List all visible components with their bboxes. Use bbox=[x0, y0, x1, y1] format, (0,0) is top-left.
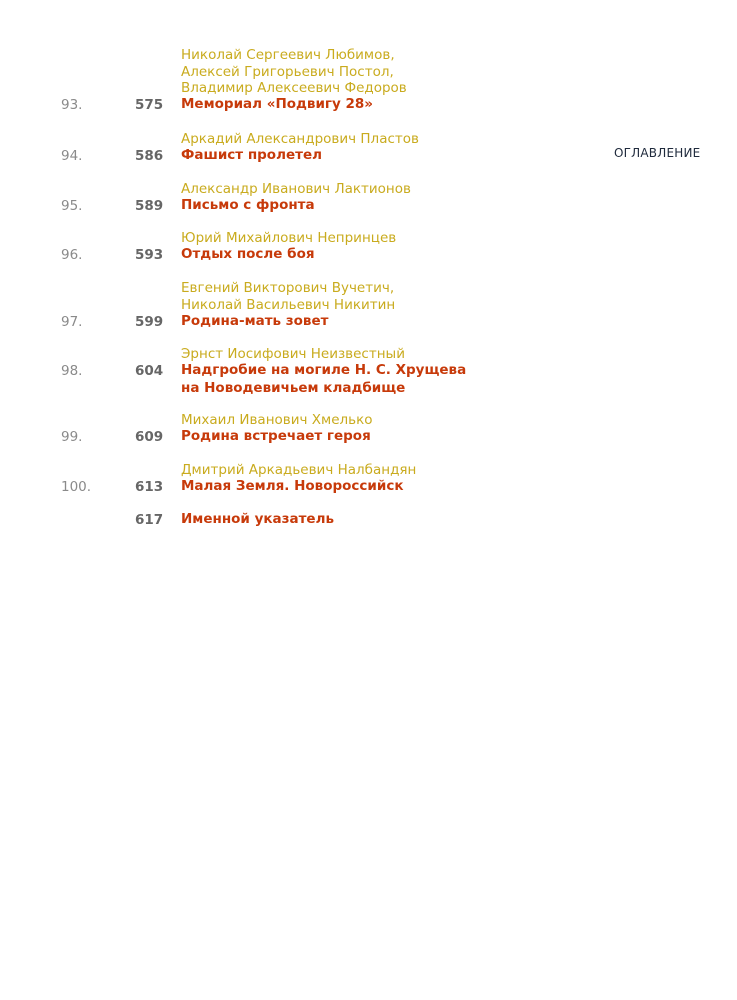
title-line: Письмо с фронта bbox=[181, 197, 315, 213]
author-line: Николай Сергеевич Любимов, bbox=[181, 47, 395, 63]
entry-page: 599 bbox=[135, 314, 164, 330]
author-line: Владимир Алексеевич Федоров bbox=[181, 80, 407, 96]
entry-authors bbox=[181, 47, 407, 97]
author-line: Дмитрий Аркадьевич Налбандян bbox=[181, 462, 417, 478]
entry-authors bbox=[181, 346, 405, 363]
entry-title[interactable] bbox=[181, 362, 466, 397]
title-line: Родина-мать зовет bbox=[181, 313, 329, 329]
entry-number: 95. bbox=[61, 198, 83, 214]
entry-number: 98. bbox=[61, 363, 83, 379]
entry-authors bbox=[181, 280, 395, 313]
title-line: Родина встречает героя bbox=[181, 428, 371, 444]
author-line: Аркадий Александрович Пластов bbox=[181, 131, 419, 147]
entry-title[interactable] bbox=[181, 511, 334, 529]
entry-page: 593 bbox=[135, 247, 164, 263]
entry-title[interactable] bbox=[181, 246, 315, 264]
author-line: Александр Иванович Лактионов bbox=[181, 181, 411, 197]
entry-title[interactable] bbox=[181, 197, 315, 215]
title-line: Фашист пролетел bbox=[181, 147, 322, 163]
title-line: Надгробие на могиле Н. С. Хрущева bbox=[181, 362, 467, 378]
entry-page: 609 bbox=[135, 429, 164, 445]
entry-page: 589 bbox=[135, 198, 164, 214]
entry-page: 586 bbox=[135, 148, 164, 164]
entry-authors bbox=[181, 131, 419, 148]
author-line: Михаил Иванович Хмелько bbox=[181, 412, 373, 428]
author-line: Эрнст Иосифович Неизвестный bbox=[181, 346, 405, 362]
author-line: Алексей Григорьевич Постол, bbox=[181, 63, 394, 80]
entry-title[interactable] bbox=[181, 478, 404, 496]
author-line: Евгений Викторович Вучетич, bbox=[181, 280, 395, 296]
title-line: Именной указатель bbox=[181, 511, 335, 527]
entry-authors bbox=[181, 412, 373, 429]
entry-authors bbox=[181, 181, 411, 198]
author-line: Юрий Михайлович Непринцев bbox=[181, 230, 397, 246]
entry-number: 99. bbox=[61, 429, 83, 445]
entry-number: 94. bbox=[61, 148, 83, 164]
title-line: на Новодевичьем кладбище bbox=[181, 379, 406, 396]
entry-authors bbox=[181, 462, 416, 479]
entry-number: 100. bbox=[61, 479, 92, 495]
entry-title[interactable] bbox=[181, 428, 371, 446]
entry-page: 604 bbox=[135, 363, 164, 379]
entry-title[interactable] bbox=[181, 313, 328, 331]
entry-page: 617 bbox=[135, 512, 164, 528]
title-line: Отдых после боя bbox=[181, 246, 315, 262]
entry-title[interactable] bbox=[181, 147, 322, 165]
entry-page: 575 bbox=[135, 97, 164, 113]
entry-number: 93. bbox=[61, 97, 83, 113]
section-label: ОГЛАВЛЕНИЕ bbox=[614, 146, 701, 160]
title-line: Мемориал «Подвигу 28» bbox=[181, 96, 373, 112]
entry-authors bbox=[181, 230, 396, 247]
entry-number: 96. bbox=[61, 247, 83, 263]
entry-number: 97. bbox=[61, 314, 83, 330]
entry-title[interactable] bbox=[181, 96, 373, 114]
title-line: Малая Земля. Новороссийск bbox=[181, 478, 404, 494]
entry-page: 613 bbox=[135, 479, 164, 495]
author-line: Николай Васильевич Никитин bbox=[181, 296, 396, 313]
